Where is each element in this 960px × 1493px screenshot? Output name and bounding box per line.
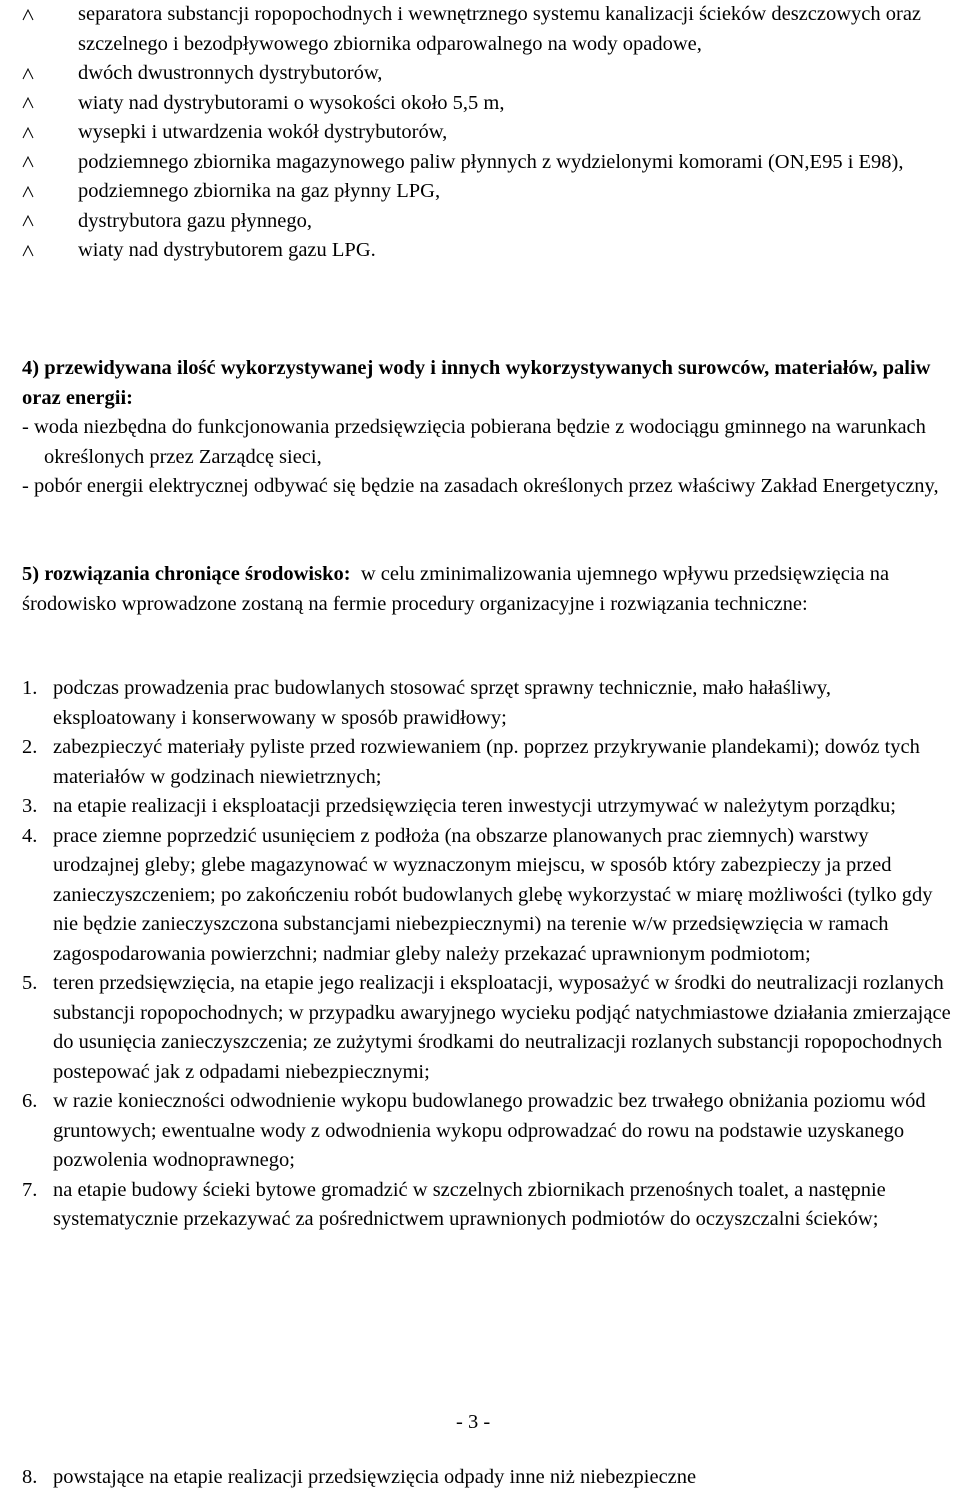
section-4-heading: 4) przewidywana ilość wykorzystywanej wody i innych wykorzystywanych surowców, materiałów, paliw oraz energii: (22, 357, 931, 409)
bullet-list (22, 0, 952, 266)
section-5-text: w celu zminimalizowania ujemnego wpływu przedsięwzięcia na środowisko wprowadzone zostaną na fermie procedury organizacyjne i rozwiązania techniczne: (22, 563, 890, 615)
list-item-text: podziemnego zbiornika magazynowego paliw płynnych z wydzielonymi komorami (ON,E95 i E98), (78, 150, 904, 173)
list-item-text: w razie konieczności odwodnienie wykopu budowlanego prowadzic bez trwałego obniżania poziomu wód gruntowych; ewentualne wody z odwodnienia wykopu odprowadzać do rowu na podstawie uzyskanego pozwolenia wodnoprawnego; (53, 1090, 926, 1171)
list-item (22, 59, 952, 89)
list-item-text: teren przedsięwzięcia, na etapie jego realizacji i eksploatacji, wyposażyć w środki do neutralizacji rozlanych substancji ropopochodnych; w przypadku awaryjnego wycieku podjąć natychmiastowe działania zmierzające do usunięcia zanieczyszczenia; ze zużytymi środkami do neutralizacji rozlanych substancji ropopochodnych postepować jak z odpadami niebezpiecznymi; (53, 972, 951, 1083)
list-item (22, 1176, 957, 1235)
list-item (22, 822, 957, 970)
list-item-text: zabezpieczyć materiały pyliste przed rozwiewaniem (np. poprzez przykrywanie plandekami); dowóz tych materiałów w godzinach niewietrznych; (53, 736, 920, 788)
list-item-text: powstające na etapie realizacji przedsięwzięcia odpady inne niż niebezpieczne (53, 1466, 697, 1488)
section-5-heading: 5) rozwiązania chroniące środowisko: (22, 563, 351, 585)
list-item-number: 1. (22, 677, 38, 699)
triangle-bullet-icon (22, 148, 44, 178)
list-item-text: wiaty nad dystrybutorami o wysokości około 5,5 m, (78, 91, 505, 114)
list-item-text: podczas prowadzenia prac budowlanych stosować sprzęt sprawny technicznie, mało hałaśliwy, eksploatowany i konserwowany w sposób prawidłowy; (53, 677, 831, 729)
list-item (22, 148, 952, 178)
numbered-list (22, 674, 957, 1235)
list-item-number: 6. (22, 1090, 38, 1112)
list-item (22, 118, 952, 148)
list-item-number: 3. (22, 795, 38, 817)
list-item-text: prace ziemne poprzedzić usunięciem z podłoża (na obszarze planowanych prac ziemnych) warstwy urodzajnej gleby; glebe magazynować w wyznaczonym miejscu, w sposób który zabezpieczy ja przed zanieczyszczeniem; po zakończeniu robót budowlanych glebę wykorzystać w miarę możliwości (tylko gdy nie będzie zanieczyszczona substancjami niebezpiecznymi) na terenie w/w przedsięwzięcia w ramach zagospodarowania powierzchni; nadmiar gleby należy przekazać uprawnionym podmiotom; (53, 824, 933, 965)
list-item (22, 177, 952, 207)
list-item-number: 2. (22, 736, 38, 758)
triangle-bullet-icon (22, 177, 44, 207)
section-4-item-water: - woda niezbędna do funkcjonowania przedsięwzięcia pobierana będzie z wodociągu gminnego na warunkach określonych przez Zarządcę sieci, (22, 416, 926, 468)
section-4 (22, 354, 952, 502)
list-item-text: podziemnego zbiornika na gaz płynny LPG, (78, 180, 441, 202)
page-number: - 3 - (456, 1411, 491, 1433)
list-item-text: wiaty nad dystrybutorem gazu LPG. (78, 239, 376, 261)
list-item (22, 674, 957, 733)
section-5 (22, 560, 957, 619)
triangle-bullet-icon (22, 0, 44, 30)
list-item-text: dwóch dwustronnych dystrybutorów, (78, 62, 383, 84)
list-item (22, 89, 952, 119)
triangle-bullet-icon (22, 236, 44, 266)
list-item-number: 4. (22, 824, 38, 847)
triangle-bullet-icon (22, 118, 44, 148)
next-page-list (22, 1463, 957, 1493)
list-item (22, 1463, 957, 1493)
list-item (22, 1087, 957, 1176)
list-item-number: 8. (22, 1466, 38, 1488)
list-item-text: na etapie realizacji i eksploatacji przedsięwzięcia teren inwestycji utrzymywać w należytym porządku; (53, 795, 896, 817)
triangle-bullet-icon (22, 89, 44, 119)
triangle-bullet-icon (22, 207, 44, 237)
list-item-text: dystrybutora gazu płynnego, (78, 209, 312, 232)
list-item-text: na etapie budowy ścieki bytowe gromadzić w szczelnych zbiornikach przenośnych toalet, a następnie systematycznie przekazywać za pośrednictwem uprawnionych podmiotów do oczyszczalni ścieków; (53, 1178, 886, 1230)
list-item (22, 207, 952, 237)
list-item (22, 969, 957, 1087)
list-item-number: 7. (22, 1178, 38, 1201)
list-item-number: 5. (22, 972, 38, 994)
triangle-bullet-icon (22, 59, 44, 89)
list-item (22, 236, 952, 266)
section-4-item-energy: - pobór energii elektrycznej odbywać się będzie na zasadach określonych przez właściwy Zakład Energetyczny, (22, 475, 939, 497)
list-item-text: wysepki i utwardzenia wokół dystrybutorów, (78, 121, 448, 143)
list-item (22, 792, 957, 822)
list-item (22, 0, 952, 59)
list-item (22, 733, 957, 792)
list-item-text: separatora substancji ropopochodnych i wewnętrznego systemu kanalizacji ścieków deszczowych oraz szczelnego i bezodpływowego zbiornika odparowalnego na wody opadowe, (78, 3, 922, 55)
